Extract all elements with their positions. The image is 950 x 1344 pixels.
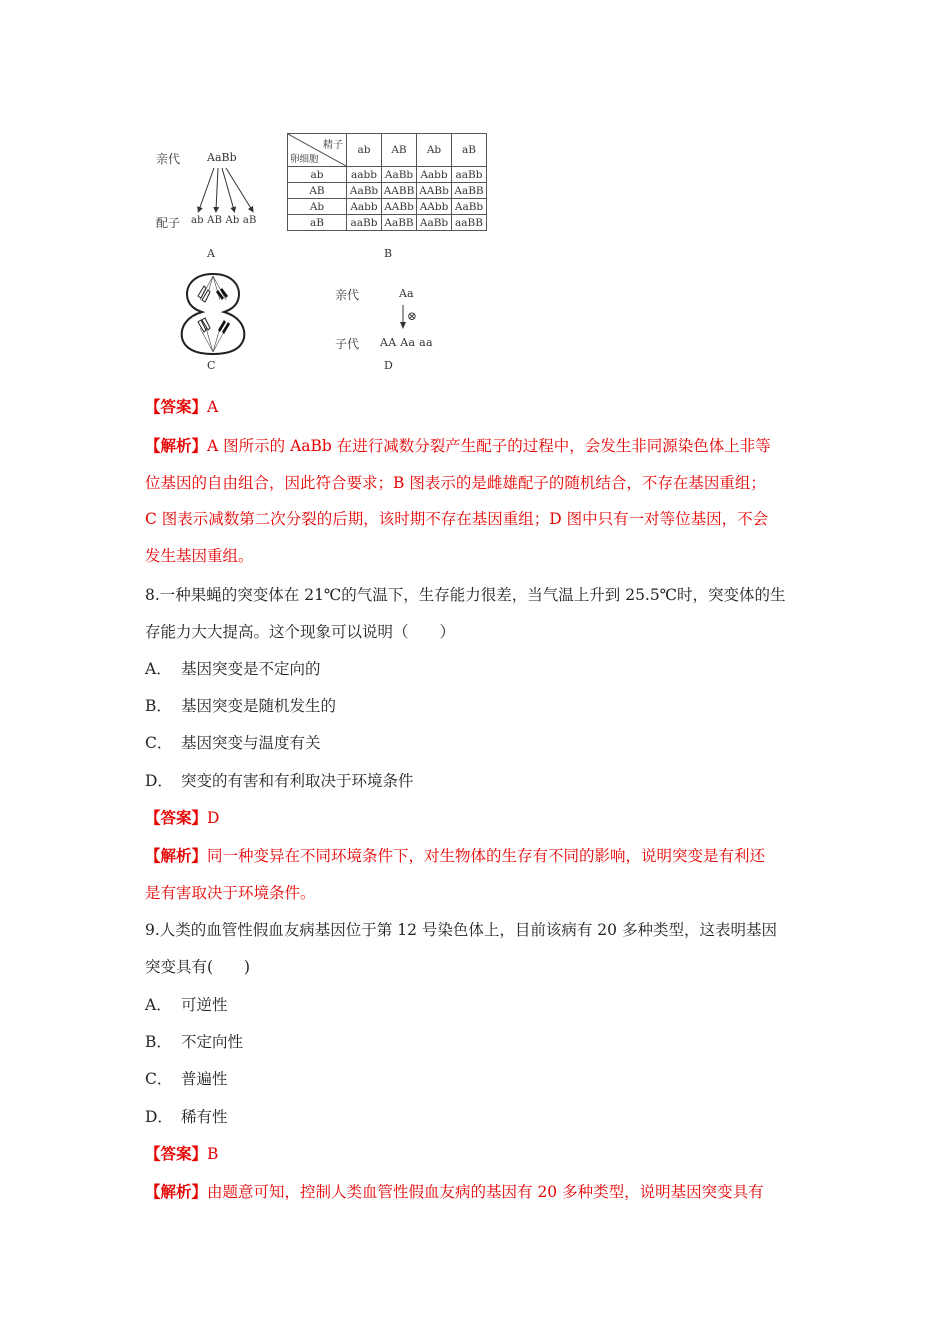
table-cell: Aabb — [347, 199, 382, 215]
figure-d-self-cross — [333, 283, 453, 353]
stem-line: 9.人类的血管性假血友病基因位于第 12 号染色体上，目前该病有 20 多种类型，这表明基因 — [145, 921, 777, 939]
analysis-tag: 【解析】 — [145, 436, 208, 455]
parent-genotype: AaBb — [207, 151, 237, 164]
analysis-tag: 【解析】 — [145, 846, 208, 865]
option-text: 突变的有害和有利取决于环境条件 — [181, 772, 414, 790]
column-header: aB — [452, 134, 487, 167]
table-cell: AaBB — [452, 183, 487, 199]
table-cell: aaBB — [452, 215, 487, 231]
analysis-line: 发生基因重组。 — [145, 546, 254, 565]
table-cell: aaBb — [347, 215, 382, 231]
option-key: B． — [145, 697, 172, 715]
row-header: aB — [288, 215, 347, 231]
offspring-label: 子代 — [335, 337, 360, 351]
analysis-line — [145, 1174, 825, 1211]
column-header: ab — [347, 134, 382, 167]
option-text: 基因突变与温度有关 — [181, 734, 321, 752]
q8-option-c — [145, 732, 321, 754]
figure-c-label: C — [207, 359, 216, 372]
option-key: A． — [145, 660, 172, 678]
egg-label: 卵细胞 — [290, 154, 319, 165]
table-cell: AaBB — [382, 215, 417, 231]
analysis-line — [145, 428, 825, 465]
answer-value: D — [207, 809, 220, 827]
q9-option-b — [145, 1031, 243, 1053]
table-cell: AABb — [417, 183, 452, 199]
table-cell: AaBb — [382, 167, 417, 183]
q9-stem — [145, 912, 825, 985]
table-cell: AABb — [382, 199, 417, 215]
table-cell: AABB — [382, 183, 417, 199]
analysis-text: 由题意可知，控制人类血管性假血友病的基因有 20 多种类型，说明基因突变具有 — [207, 1183, 764, 1201]
sperm-label: 精子 — [323, 140, 343, 151]
analysis-tag: 【解析】 — [145, 1182, 208, 1201]
q8-option-b — [145, 695, 336, 717]
q9-analysis — [145, 1174, 825, 1211]
answer-tag: 【答案】 — [145, 808, 208, 827]
stem-line: 存能力大大提高。这个现象可以说明（ ） — [145, 622, 456, 641]
analysis-line: 是有害取决于环境条件。 — [145, 883, 316, 902]
q9-option-d — [145, 1106, 228, 1128]
meiosis-arrows — [190, 166, 262, 216]
option-key: C． — [145, 1070, 173, 1088]
analysis-text: 同一种变异在不同环境条件下，对生物体的生存有不同的影响，说明突变是有利还 — [207, 847, 766, 865]
parent-label: 亲代 — [335, 288, 360, 302]
option-key: B． — [145, 1033, 172, 1051]
q8-answer — [145, 800, 825, 837]
q8-option-d — [145, 770, 414, 792]
figure-b-punnett-square — [287, 133, 487, 231]
row-header: ab — [288, 167, 347, 183]
q9-option-a — [145, 994, 228, 1016]
row-header: Ab — [288, 199, 347, 215]
q9-option-c — [145, 1068, 228, 1090]
punnett-table — [287, 133, 487, 231]
analysis-line — [145, 838, 825, 875]
figure-b-label: B — [384, 247, 393, 260]
parent-label: 亲代 — [156, 152, 181, 166]
q7-answer — [145, 389, 825, 426]
column-header: AB — [382, 134, 417, 167]
answer-value: B — [207, 1145, 219, 1163]
table-row — [288, 183, 487, 199]
q7-analysis — [145, 428, 825, 574]
table-cell: AAbb — [417, 199, 452, 215]
option-key: D． — [145, 1108, 173, 1126]
stem-line: 8.一种果蝇的突变体在 21℃的气温下，生存能力很差，当气温上升到 25.5℃时，突变体的生 — [145, 586, 786, 604]
table-cell: Aabb — [417, 167, 452, 183]
cell-division-drawing — [178, 270, 248, 356]
option-text: 基因突变是随机发生的 — [181, 697, 337, 715]
figure-a-gamete-formation — [150, 140, 280, 260]
table-row — [288, 199, 487, 215]
q9-answer — [145, 1136, 825, 1173]
gamete-label: 配子 — [156, 216, 181, 230]
option-text: 基因突变是不定向的 — [181, 660, 321, 678]
table-cell: aabb — [347, 167, 382, 183]
self-cross-icon: ⊗ — [407, 309, 418, 323]
option-text: 普遍性 — [181, 1070, 228, 1088]
figure-d-label: D — [384, 359, 393, 372]
table-cell: AaBb — [417, 215, 452, 231]
table-cell: AaBb — [452, 199, 487, 215]
option-text: 稀有性 — [181, 1108, 228, 1126]
option-key: A． — [145, 996, 172, 1014]
parent-genotype: Aa — [399, 287, 414, 300]
analysis-line: 位基因的自由组合，因此符合要求；B 图表示的是雌雄配子的随机结合，不存在基因重组； — [145, 473, 766, 492]
offspring-genotypes: AA Aa aa — [380, 336, 433, 349]
stem-line: 突变具有( ) — [145, 957, 251, 976]
table-cell: AaBb — [347, 183, 382, 199]
answer-tag: 【答案】 — [145, 1144, 208, 1163]
table-row — [288, 167, 487, 183]
figure-c-dividing-cell — [178, 270, 248, 356]
option-key: C． — [145, 734, 173, 752]
option-text: 可逆性 — [181, 996, 228, 1014]
option-text: 不定向性 — [181, 1033, 244, 1051]
answer-value: A — [207, 398, 219, 416]
analysis-line: C 图表示减数第二次分裂的后期，该时期不存在基因重组；D 图中只有一对等位基因，不会 — [145, 510, 769, 528]
table-row — [288, 215, 487, 231]
analysis-text: A 图所示的 AaBb 在进行减数分裂产生配子的过程中，会发生非同源染色体上非等 — [207, 437, 771, 455]
column-header: Ab — [417, 134, 452, 167]
answer-tag: 【答案】 — [145, 397, 208, 416]
option-key: D． — [145, 772, 173, 790]
q8-stem — [145, 577, 825, 650]
q8-analysis — [145, 838, 825, 911]
table-cell: aaBb — [452, 167, 487, 183]
figure-a-label: A — [207, 247, 215, 260]
gamete-genotypes: ab AB Ab aB — [191, 215, 257, 226]
table-corner — [288, 134, 347, 167]
q8-option-a — [145, 658, 321, 680]
row-header: AB — [288, 183, 347, 199]
